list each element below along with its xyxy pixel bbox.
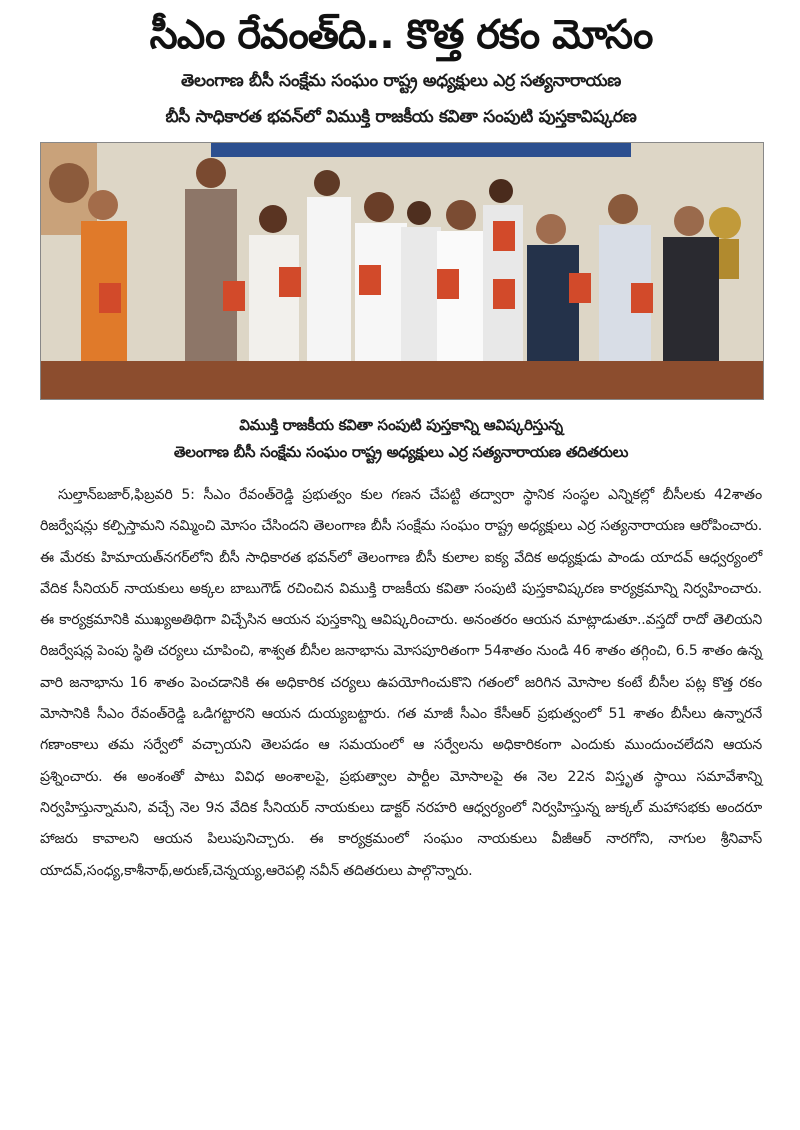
statue: [709, 207, 741, 239]
article-body: [40, 480, 762, 887]
article-text: సుల్తాన్‌బజార్,ఫిబ్రవరి 5: సీఎం రేవంత్‌రెడ్డి ప్రభుత్వం కుల గణన చేపట్టి తద్వారా స్థానిక సంస్థల ఎన్నికల్లో బీసీలకు 42శాతం రిజర్వేషన్లు కల్పిస్తామని నమ్మించి మోసం చేసిందని తెలంగాణ బీసీ సంక్షేమ సంఘం రాష్ట్ర అధ్యక్షులు ఎర్ర సత్యనారాయణ ఆరోపించారు. ఈ మేరకు హిమాయత్‌నగర్‌లోని బీసీ సాధికారత భవన్‌లో తెలంగాణ బీసీ కులాల ఐక్య వేదిక అధ్యక్షుడు పాండు యాదవ్ ఆధ్వర్యంలో వేదిక సీనియర్ నాయకులు అక్కల బాబుగౌడ్ రచించిన విముక్తి రాజకీయ కవితా సంపుటి పుస్తకావిష్కరణ కార్యక్రమాన్ని నిర్వహించారు. ఈ కార్యక్రమానికి ముఖ్యఅతిథిగా విచ్చేసిన ఆయన పుస్తకాన్ని ఆవిష్కరించారు. అనంతరం ఆయన మాట్లాడుతూ..వస్తదో రాదో తెలియని రిజర్వేషన్ల పెంపు స్థితి చర్యలు చూపించి, శాశ్వత బీసీల జనాభాను మోసపూరితంగా 54శాతం నుండి 46 శాతం తగ్గించి, 6.5 శాతం ఉన్న వారి జనాభాను 16 శాతం పెంచడానికి ఈ అధికారిక చర్యలు ఉపయోగించుకొని గతంలో జరిగిన మోసాల కంటే బీసీల పట్ల కొత్త రకం మోసానికి సీఎం రేవంత్‌రెడ్డి ఒడిగట్టారని ఆయన దుయ్యబట్టారు. గత మాజీ సీఎం కేసీఆర్ ప్రభుత్వంలో 51 శాతం బీసీలు ఉన్నారనే గణాంకాలు తమ సర్వేలో వచ్చాయని తెలపడం ఆ సమయంలో ఆ సర్వేలను అధికారికంగా ఎందుకు ముందుంచలేదని ఆయన ప్రశ్నించారు. ఈ అంశంతో పాటు వివిధ అంశాలపై, ప్రభుత్వాల పార్టీల మోసాలపై ఈ నెల 22న విస్తృత స్థాయి సమావేశాన్ని నిర్వహిస్తున్నామని, వచ్చే నెల 9న వేదిక సీనియర్ నాయకులు డాక్టర్ నరహరి ఆధ్వర్యంలో నిర్వహిస్తున్న జుక్కల్ మహాసభకు అందరూ హాజరు కావాలని ఆయన పిలుపునిచ్చారు. ఈ కార్యక్రమంలో సంఘం నాయకులు వీజీఆర్ నారగోని, నాగుల శ్రీనివాస్ యాదవ్,సంధ్య,కాశీనాథ్,అరుణ్,చెన్నయ్య,ఆరెపల్లి నవీన్ తదితరులు పాల్గొన్నారు.: [40, 487, 762, 879]
caption-line-1: విముక్తి రాజకీయ కవితా సంపుటి పుస్తకాన్ని ఆవిష్కరిస్తున్న: [239, 416, 563, 434]
news-photo: [40, 142, 764, 400]
table: [41, 361, 763, 399]
news-clipping: [0, 6, 800, 1130]
photo-caption: [40, 412, 762, 466]
subheading-2: బీసీ సాధికారత భవన్‌లో విముక్తి రాజకీయ కవితా సంపుటి పుస్తకావిష్కరణ: [165, 107, 637, 127]
headline: సీఎం రేవంత్‌ది.. కొత్త రకం మోసం: [149, 12, 653, 58]
subheading-1: తెలంగాణ బీసీ సంక్షేమ సంఘం రాష్ట్ర అధ్యక్షులు ఎర్ర సత్యనారాయణ: [181, 71, 621, 91]
wall-banner: [211, 143, 631, 157]
photo-illustration: [41, 143, 763, 399]
caption-line-2: తెలంగాణ బీసీ సంక్షేమ సంఘం రాష్ట్ర అధ్యక్షులు ఎర్ర సత్యనారాయణ తదితరులు: [173, 443, 629, 461]
